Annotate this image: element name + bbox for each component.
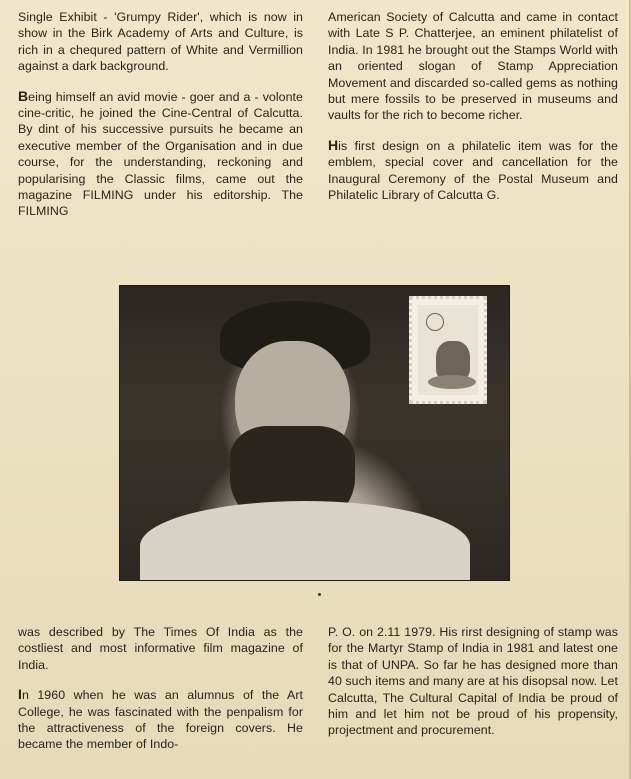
paragraph: Single Exhibit - 'Grumpy Rider', which is now in show in the Birk Academy of Arts and Culture, is rich in a chequred pattern of White and Vermillion against a dark background. bbox=[18, 10, 303, 74]
figure-base bbox=[428, 375, 476, 389]
paragraph-text: is first design on a philatelic item was for the emblem, special cover and cancellation for the Inaugural Ceremony of the Postal Museum and Philatelic Library of Calcutta G. bbox=[328, 138, 618, 203]
paragraph: was described by The Times Of India as the costliest and most informative film magazine of India. bbox=[18, 625, 303, 672]
stamp-inner bbox=[418, 305, 478, 395]
paragraph bbox=[18, 686, 303, 753]
paragraph: P. O. on 2.11 1979. His rirst designing of stamp was for the Martyr Stamp of India in 1981 and latest one is that of UNPA. So far he has designed more than 40 such items and many are at his disopsal now. Let Calcutta, The Cultural Capital of India be proud of him and let him not be proud of his propensity, projectment and procurement. bbox=[328, 625, 618, 738]
column-bottom-right bbox=[328, 624, 618, 750]
column-top-right bbox=[328, 9, 618, 214]
photo-shirt bbox=[140, 501, 470, 581]
portrait-photo bbox=[119, 285, 510, 581]
paragraph bbox=[18, 88, 303, 220]
print-speck bbox=[318, 593, 321, 596]
paragraph bbox=[328, 137, 618, 204]
paragraph-text: eing himself an avid movie - goer and a - volonte cine-critic, he joined the Cine-Central of Calcutta. By dint of his successive pursuits he became an executive member of the Organisation and in due course, for the understanding, reckoning and popularising the Classic films, came out the magazine FILMING under his editorship. The FILMING bbox=[18, 89, 303, 219]
un-emblem-icon bbox=[426, 313, 444, 331]
column-top-left bbox=[18, 9, 303, 231]
paragraph-text: n 1960 when he was an alumnus of the Art College, he was fascinated with the penpalism for the attractiveness of the foreign covers. He became the member of Indo- bbox=[18, 688, 303, 752]
postage-stamp-image bbox=[409, 296, 487, 404]
drop-cap: B bbox=[18, 87, 29, 104]
paragraph: American Society of Calcutta and came in contact with Late S P. Chatterjee, an eminent philatelist of India. In 1981 he brought out the Stamps World with an oriented slogan of Stamp Appreciation Movement and discarded so-called gems as nothing but mere fossils to be preserved in museums and vaults for the rich to become richer. bbox=[328, 10, 618, 123]
drop-cap: H bbox=[328, 136, 339, 153]
drop-cap: I bbox=[18, 686, 22, 703]
column-bottom-left bbox=[18, 624, 303, 764]
